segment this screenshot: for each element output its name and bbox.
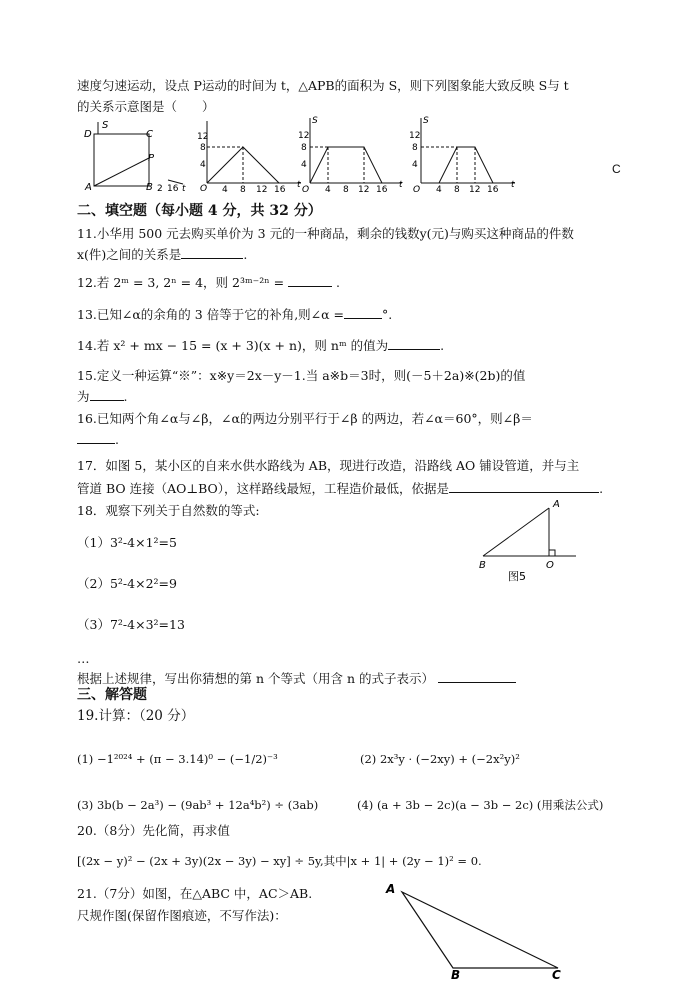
fig5-label-o: O xyxy=(546,560,554,571)
graph3-xlabel: t xyxy=(511,180,515,190)
q14-line: 14.若 x² + mx − 15 = (x + 3)(x + n)，则 nᵐ 的值为 . xyxy=(77,338,445,353)
rect-label-d: D xyxy=(84,129,92,140)
graph2-xtick-16: 16 xyxy=(376,185,388,195)
graph2-xtick-8: 8 xyxy=(343,185,349,195)
graph3-xtick-8: 8 xyxy=(454,185,460,195)
graph3-xtick-16: 16 xyxy=(487,185,499,195)
graph1-origin: O xyxy=(200,184,208,194)
q20-title: 20.（8分）先化简，再求值 xyxy=(77,823,230,838)
fig5-label-b: B xyxy=(479,560,486,571)
graph1-ytick-12: 12 xyxy=(197,132,209,142)
graph3-ytick-12: 12 xyxy=(409,131,421,141)
graph2-xtick-12: 12 xyxy=(358,185,370,195)
q18-eq-2: （2）5²-4×2²=9 xyxy=(77,576,177,591)
rect-label-p: P xyxy=(148,153,155,164)
q17-line-1: 17．如图 5，某小区的自来水供水路线为 AB，现进行改造，沿路线 AO 铺设管道，并与主 xyxy=(77,458,580,473)
tri-label-c: C xyxy=(552,968,561,980)
fig5-label-a: A xyxy=(553,499,560,510)
q18-eq-3: （3）7²-4×3²=13 xyxy=(77,617,185,632)
q11-line-1: 11.小华用 500 元去购买单价为 3 元的一种商品，剩余的钱数y(元)与购买这种商品的件数 xyxy=(77,226,574,241)
graph3-ytick-4: 4 xyxy=(412,160,418,170)
q19-part-2: (2) 2x³y · (−2xy) + (−2x²y)² xyxy=(360,752,520,766)
answer-mark: C xyxy=(612,162,621,176)
fig5-caption: 图5 xyxy=(508,570,526,582)
q16-line-2: . xyxy=(77,431,119,448)
graph2-xlabel: t xyxy=(399,180,403,190)
q18-conclusion: 根据上述规律，写出你猜想的第 n 个等式（用含 n 的式子表示） xyxy=(77,670,516,687)
q15-line-1: 15.定义一种运算“※”：x※y＝2x－y－1.当 a※b＝3时，则(－5＋2a)※(2b)的值 xyxy=(77,368,526,383)
graph-1 xyxy=(193,115,308,195)
q21-line-1: 21.（7分）如图，在△ABC 中，AC＞AB. xyxy=(77,886,313,901)
rectangle-figure xyxy=(80,118,190,193)
graph-2 xyxy=(296,112,411,195)
q12-line: 12.若 2ᵐ = 3, 2ⁿ = 4，则 2³ᵐ⁻²ⁿ = . xyxy=(77,275,341,290)
graph1-xtick-4: 4 xyxy=(222,185,228,195)
rect-label-a: A xyxy=(85,182,92,193)
graph2-ytick-12: 12 xyxy=(298,131,310,141)
rect-label-16: 16 xyxy=(167,184,179,193)
rect-label-t: t xyxy=(182,184,186,193)
graph3-ytick-8: 8 xyxy=(412,143,418,153)
graph2-ytick-4: 4 xyxy=(301,160,307,170)
section3-title: 三、解答题 xyxy=(77,687,147,703)
q15-line-2: 为 . xyxy=(77,389,128,404)
q11-line-2: x(件)之间的关系是 . xyxy=(77,247,248,262)
q19-part-3: (3) 3b(b − 2a³) − (9ab³ + 12a⁴b²) ÷ (3ab) xyxy=(77,798,319,812)
q16-line-1: 16.已知两个角∠α与∠β，∠α的两边分别平行于∠β 的两边，若∠α＝60°，则∠β＝ xyxy=(77,411,533,426)
graph1-xlabel: t xyxy=(297,180,301,190)
q19-title: 19.计算：（20 分） xyxy=(77,708,195,724)
graph1-xtick-8: 8 xyxy=(240,185,246,195)
tri-label-a: A xyxy=(386,882,396,896)
q19-part-1: (1) −1²⁰²⁴ + (π − 3.14)⁰ − (−1/2)⁻³ xyxy=(77,752,278,766)
intro-line-1: 速度匀速运动，设点 P运动的时间为 t，△APB的面积为 S，则下列图象能大致反映 S与 t xyxy=(77,78,569,93)
rect-label-b: B xyxy=(146,182,153,193)
q18-intro: 18．观察下列关于自然数的等式: xyxy=(77,503,260,518)
rect-label-2: 2 xyxy=(157,184,163,193)
q13-line: 13.已知∠α的余角的 3 倍等于它的补角,则∠α = °. xyxy=(77,307,393,322)
graph1-ytick-8: 8 xyxy=(200,143,206,153)
graph3-origin: O xyxy=(413,185,421,195)
q20-expression: [(2x − y)² − (2x + 3y)(2x − 3y) − xy] ÷ 5y,其中|x + 1| + (2y − 1)² = 0. xyxy=(77,854,482,868)
graph1-xtick-16: 16 xyxy=(274,185,286,195)
graph3-xtick-4: 4 xyxy=(436,185,442,195)
graph2-ylabel: S xyxy=(312,116,318,126)
graph2-ytick-8: 8 xyxy=(301,143,307,153)
rect-label-c: C xyxy=(146,129,153,140)
q18-eq-1: （1）3²-4×1²=5 xyxy=(77,535,177,550)
triangle-abc xyxy=(380,880,570,980)
graph2-origin: O xyxy=(302,185,310,195)
rect-label-s: S xyxy=(102,120,109,131)
graph1-xtick-12: 12 xyxy=(256,185,268,195)
graph3-ylabel: S xyxy=(423,116,429,126)
figure-5 xyxy=(474,496,584,582)
graph3-xtick-12: 12 xyxy=(469,185,481,195)
graph1-ytick-4: 4 xyxy=(200,160,206,170)
q18-dots: … xyxy=(77,651,90,666)
section2-title: 二、填空题（每小题 4 分，共 32 分） xyxy=(77,203,322,219)
graph-3 xyxy=(407,112,525,195)
graph2-xtick-4: 4 xyxy=(325,185,331,195)
q19-part-4: (4) (a + 3b − 2c)(a − 3b − 2c) (用乘法公式) xyxy=(357,798,604,812)
tri-label-b: B xyxy=(451,968,461,980)
q17-line-2: 管道 BO 连接（AO⊥BO），这样路线最短，工程造价最低，依据是 . xyxy=(77,481,604,496)
q21-line-2: 尺规作图(保留作图痕迹，不写作法)： xyxy=(77,908,287,923)
intro-line-2: 的关系示意图是（ ） xyxy=(77,99,215,114)
